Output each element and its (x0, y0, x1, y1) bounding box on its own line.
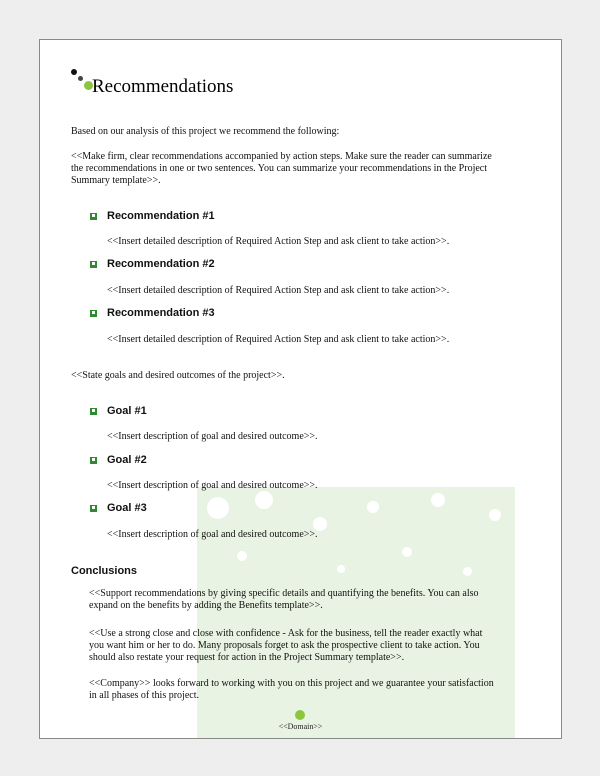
goal-text: <<Insert description of goal and desired outcome>>. (107, 431, 318, 442)
instruction-line: <<Make firm, clear recommendations accompanied by action steps. Make sure the reader can summarize (71, 151, 492, 162)
document-page (39, 39, 562, 739)
bullet-icon (90, 457, 97, 464)
footer-domain: <<Domain>> (278, 722, 323, 731)
goal-text: <<Insert description of goal and desired outcome>>. (107, 529, 318, 540)
bullet-icon (90, 310, 97, 317)
page-title: Recommendations (92, 76, 234, 97)
conclusion-line: expand on the benefits by adding the Benefits template>>. (89, 600, 323, 611)
conclusion-line: you want him or her to do. Many proposals forget to ask the prospective client to take action. You (89, 640, 480, 651)
recommendation-text: <<Insert detailed description of Required Action Step and ask client to take action>>. (107, 285, 450, 296)
conclusion-line: in all phases of this project. (89, 690, 199, 701)
conclusion-line: <<Support recommendations by giving specific details and quantifying the benefits. You can also (89, 588, 479, 599)
bullet-icon (90, 505, 97, 512)
conclusions-heading: Conclusions (71, 565, 138, 577)
recommendation-text: <<Insert detailed description of Required Action Step and ask client to take action>>. (107, 236, 450, 247)
goals-intro: <<State goals and desired outcomes of the project>>. (71, 370, 285, 381)
goal-heading: Goal #1 (107, 405, 147, 417)
recommendation-heading: Recommendation #1 (107, 210, 215, 222)
recommendation-heading: Recommendation #2 (107, 258, 215, 270)
decorative-watermark (197, 487, 515, 738)
recommendation-heading: Recommendation #3 (107, 307, 215, 319)
footer-dot-icon (295, 710, 305, 720)
conclusion-line: <<Company>> looks forward to working with you on this project and we guarantee your satisfaction (89, 678, 494, 689)
bullet-icon (90, 408, 97, 415)
intro-text: Based on our analysis of this project we recommend the following: (71, 126, 340, 137)
goal-heading: Goal #2 (107, 454, 147, 466)
bullet-icon (90, 213, 97, 220)
goal-text: <<Insert description of goal and desired outcome>>. (107, 480, 318, 491)
recommendation-text: <<Insert detailed description of Required Action Step and ask client to take action>>. (107, 334, 450, 345)
instruction-line: the recommendations in one or two sentences. You can summarize your recommendations in the Project (71, 163, 488, 174)
conclusion-line: <<Use a strong close and close with confidence - Ask for the business, tell the reader exactly what (89, 628, 483, 639)
instruction-line: Summary template>>. (71, 175, 161, 186)
goal-heading: Goal #3 (107, 502, 147, 514)
bullet-icon (90, 261, 97, 268)
conclusion-line: should also restate your request for action in the Project Summary template>>. (89, 652, 405, 663)
